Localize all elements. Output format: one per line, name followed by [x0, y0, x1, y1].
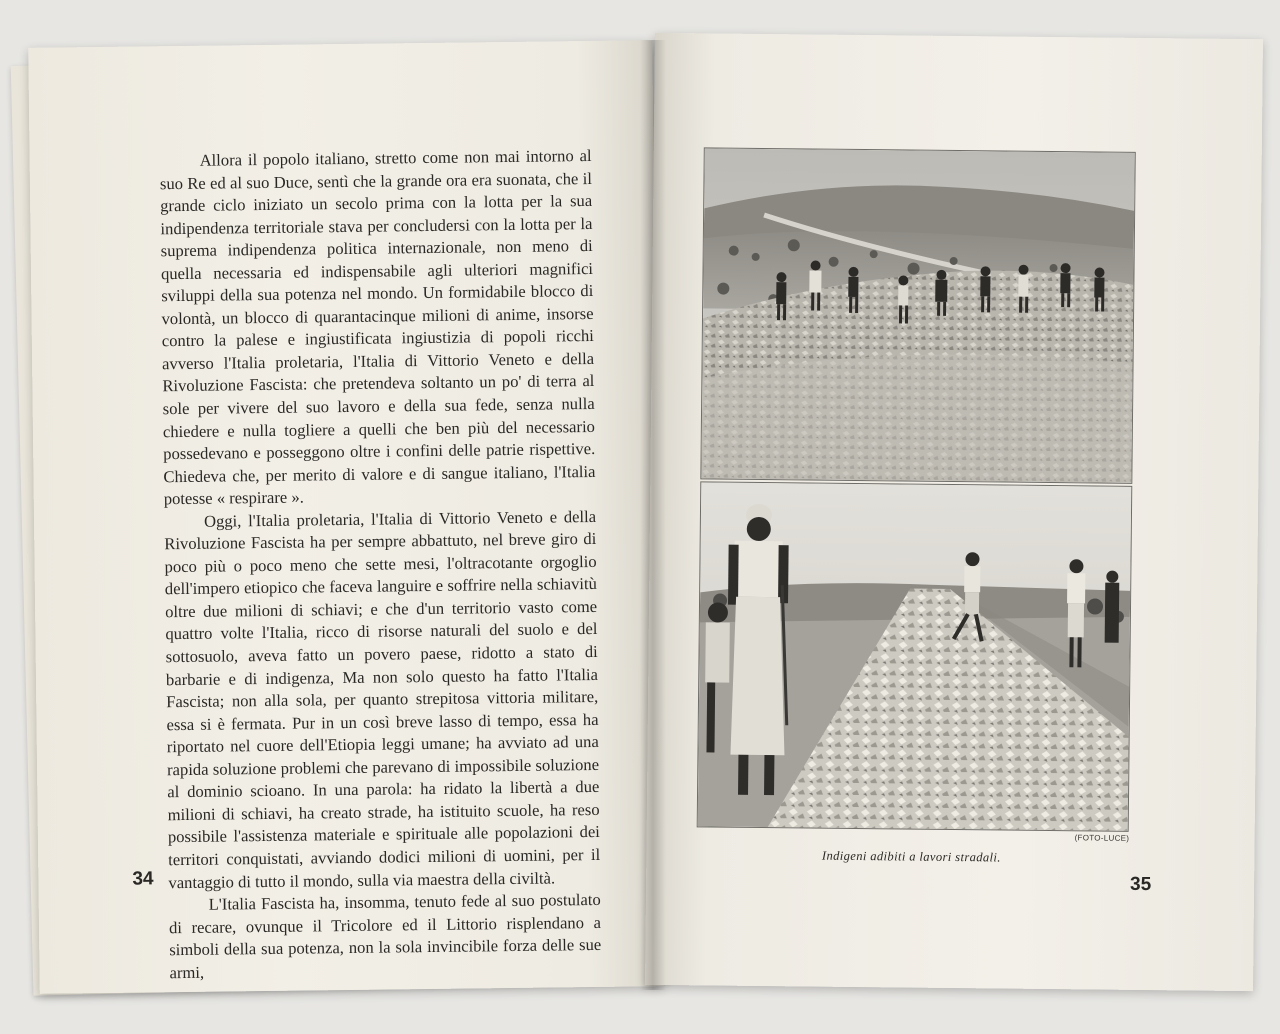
- body-text: [160, 145, 602, 984]
- paragraph-2: Oggi, l'Italia proletaria, l'Italia di Vittorio Veneto e della Rivoluzione Fascista ha per sempre abbattuto, nel breve giro di poco più o poco meno che sette mesi, l'oltracotante orgoglio dell'impero etiopico che faceva languire e soffrire nella schiavitù oltre due milioni di schiavi; e che d'un territorio vasto come quattro volte l'Italia, ricco di risorse naturali del suolo e del sottosuolo, aveva fatto un povero paese, ridotto a stato di barbarie e di indigenza, Ma non solo questo ha fatto l'Italia Fascista; non alla sola, per quanto strepitosa vittoria militare, essa si è fermata. Pur in un così breve lasso di tempo, essa ha riportato nel cuore dell'Etiopia leggi umane; ha avviato ad una rapida soluzione problemi che parevano di impossibile soluzione al dominio scioano. In una parola: ha ridato la libertà a due milioni di schiavi, ha creato strade, ha istituito scuole, ha reso possibile l'assistenza materiale e spirituale alle popolazioni dei territori conquistati, avviando dodici milioni di uomini, per il vantaggio di tutto il mondo, sulla via maestra della civiltà.: [164, 506, 601, 892]
- road-worker-portrait-photo: [697, 481, 1133, 832]
- book-gutter: [640, 40, 666, 990]
- page-number-right: 35: [1130, 873, 1152, 896]
- photo-caption: Indigeni adibiti a lavori stradali.: [821, 848, 1001, 865]
- paragraph-3: L'Italia Fascista ha, insomma, tenuto fede al suo postulato di recare, ovunque il Tricolore ed il Littorio risplendano a simboli della sua potenza, non la sola invincibile forza delle sue armi,: [168, 889, 602, 982]
- worker-figure: [726, 504, 789, 796]
- road-workers-landscape-photo: [700, 147, 1135, 484]
- left-page: [28, 40, 664, 994]
- page-number-left: 34: [132, 868, 154, 890]
- right-page: [645, 33, 1263, 991]
- photo-credit: (FOTO-LUCE): [1074, 833, 1130, 843]
- paragraph-1: Allora il popolo italiano, stretto come non mai intorno al suo Re ed al suo Duce, sentì che la grande ora era suonata, che il grande ciclo iniziato un secolo prima con la lotta per la sua indipendenza territoriale stava per concludersi con la lotta per la suprema indipendenza politica internazionale, non meno di quella necessaria ed indispensabile agli ulteriori magnifici sviluppi della sua potenza nel mondo. Un formidabile blocco di volontà, un blocco di quarantacinque milioni di anime, insorse contro la palese e ingiustificata ingiustizia di popoli ricchi avverso l'Italia proletaria, l'Italia di Vittorio Veneto e della Rivoluzione Fascista: che pretendeva soltanto un po' di terra al sole per vivere del suo lavoro e della sua fede, senza nulla chiedere e nulla togliere a quelli che ben più del necessario possedevano e posseggono oltre i confini delle patrie rispettive. Chiedeva che, per merito di valore e di sangue italiano, l'Italia potesse « respirare ».: [159, 145, 596, 509]
